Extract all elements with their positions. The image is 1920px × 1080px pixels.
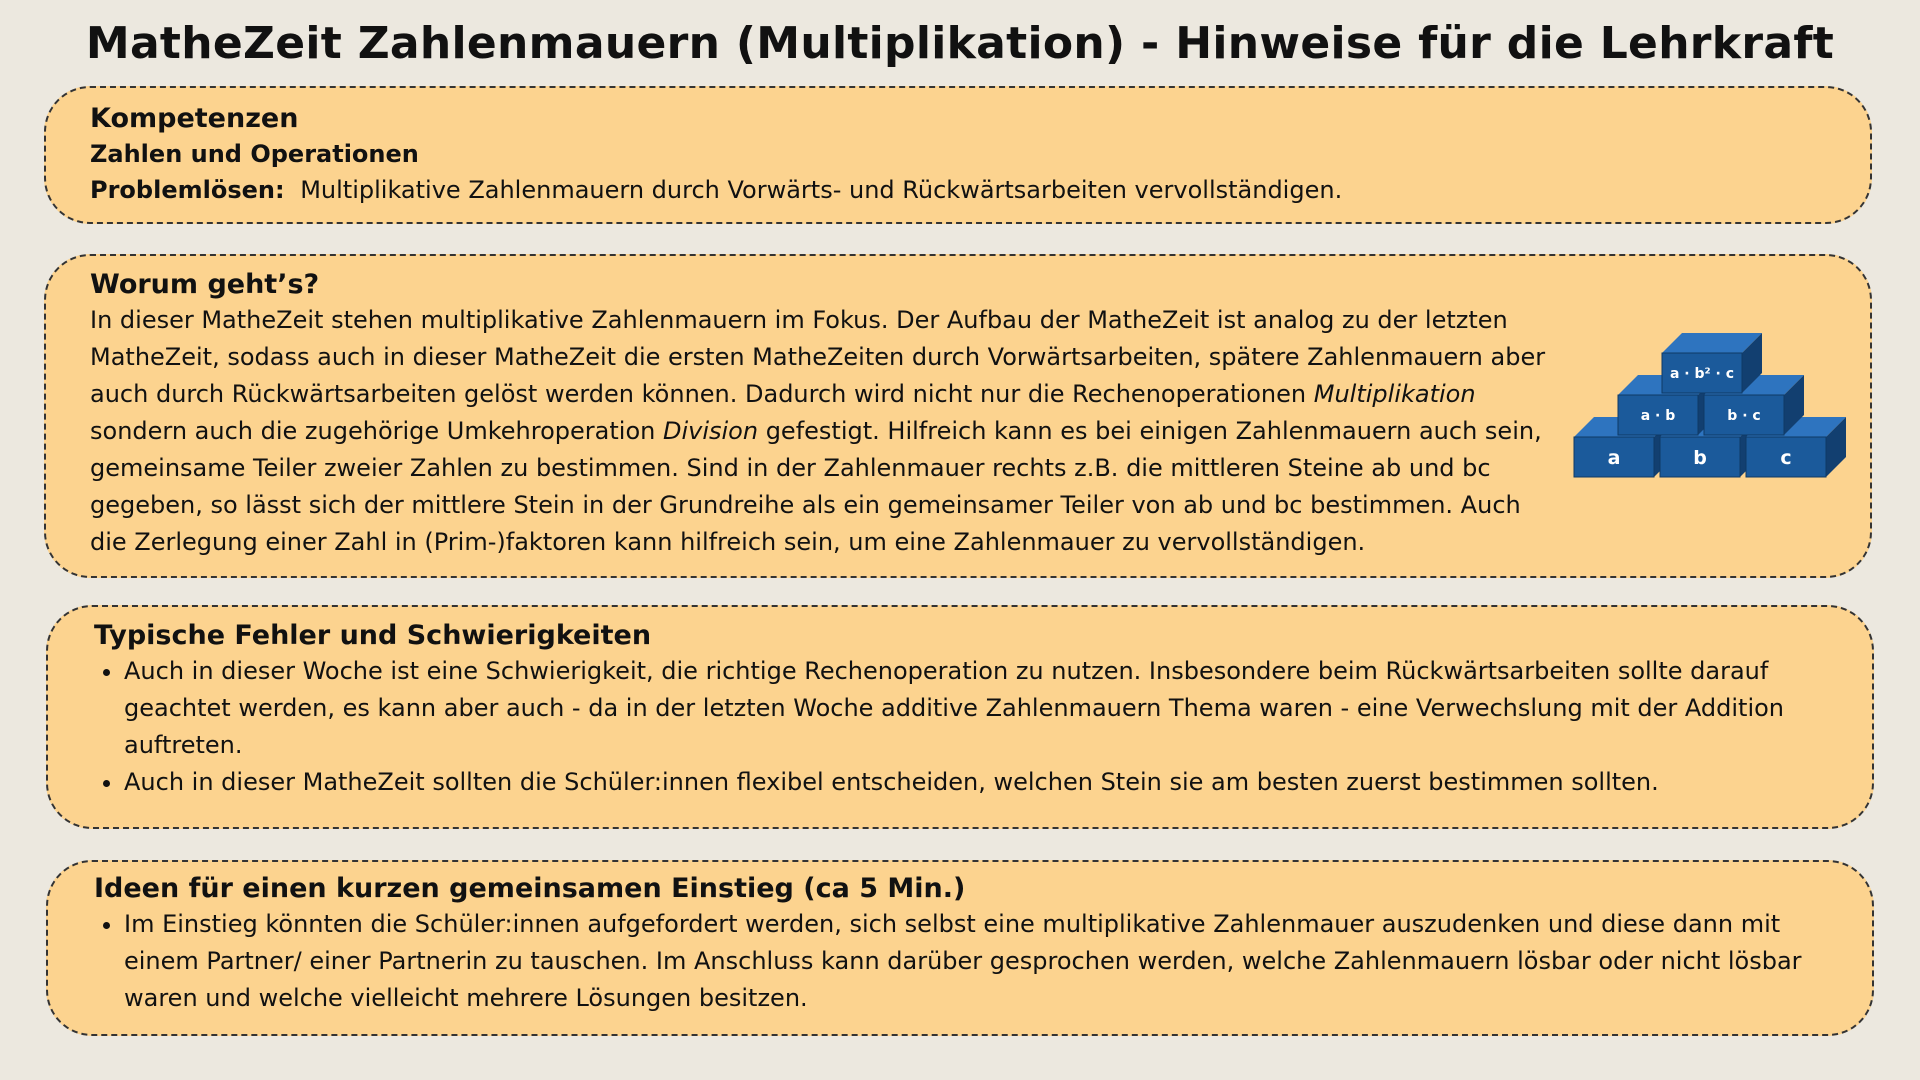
ideen-heading: Ideen für einen kurzen gemeinsamen Einstieg (ca 5 Min.) <box>94 873 966 904</box>
brick-base-a-label: a <box>1607 447 1621 469</box>
brick-base-b-label: b <box>1693 447 1707 469</box>
page-title: MatheZeit Zahlenmauern (Multiplikation) - Hinweise für die Lehrkraft <box>85 18 1835 69</box>
kompetenzen-box <box>44 86 1872 224</box>
brick-base-c-label: c <box>1780 447 1792 469</box>
zahlenmauer-illustration <box>1566 292 1856 492</box>
list-item: • Auch in dieser Woche ist eine Schwierigkeit, die richtige Rechenoperation zu nutzen. Insbesondere beim Rückwärtsarbeiten sollte darauf geachtet werden, es kann aber auch - da in der letzten Woche additive Zahlenmauern Thema waren - eine Verwechslung mit der Addition auftreten. <box>124 653 1832 764</box>
list-item: • Auch in dieser MatheZeit sollten die Schüler:innen flexibel entscheiden, welchen Stein sie am besten zuerst bestimmen sollten. <box>124 764 1832 801</box>
ideen-box <box>46 860 1874 1036</box>
worum-text-division: Division <box>662 417 759 445</box>
fehler-box <box>46 605 1874 829</box>
kompetenzen-heading: Kompetenzen <box>90 103 299 134</box>
problemloesen-text: Multiplikative Zahlenmauern durch Vorwärts- und Rückwärtsarbeiten vervollständigen. <box>300 176 1343 204</box>
kompetenzen-area: Zahlen und Operationen <box>90 140 419 168</box>
brick-mid-left-label: a · b <box>1640 408 1676 424</box>
fehler-list <box>94 653 1832 801</box>
brick-top-label: a · b² · c <box>1669 366 1735 382</box>
worum-text-part3: gefestigt. Hilfreich kann es bei einigen Zahlenmauern auch sein, gemeinsame Teiler zweier Zahlen zu bestimmen. Sind in der Zahlenmauer rechts z.B. die mittleren Steine ab und bc gegeben, so lässt sich der mittlere Stein in der Grundreihe als ein gemeinsamer Teiler von ab und bc bestimmen. Auch die Zerlegung einer Zahl in (Prim-)faktoren kann hilfreich sein, um eine Zahlenmauer zu vervollständigen. <box>90 417 1542 556</box>
problemloesen-line <box>90 172 1870 209</box>
brick-mid-right-label: b · c <box>1727 408 1761 424</box>
fehler-heading: Typische Fehler und Schwierigkeiten <box>94 620 652 651</box>
worum-text-part1: In dieser MatheZeit stehen multiplikative Zahlenmauern im Fokus. Der Aufbau der MatheZeit ist analog zu der letzten MatheZeit, sodass auch in dieser MatheZeit die ersten MatheZeiten durch Vorwärtsarbeiten, spätere Zahlenmauern aber auch durch Rückwärtsarbeiten gelöst werden können. Dadurch wird nicht nur die Rechenoperationen <box>90 306 1546 408</box>
worum-heading: Worum geht’s? <box>90 269 320 300</box>
worum-text-multiplikation: Multiplikation <box>1313 380 1476 408</box>
ideen-list <box>94 906 1832 1017</box>
worum-text-part2: sondern auch die zugehörige Umkehroperation <box>90 417 663 445</box>
problemloesen-label: Problemlösen: <box>90 176 285 204</box>
list-item: • Im Einstieg könnten die Schüler:innen aufgefordert werden, sich selbst eine multiplikative Zahlenmauer auszudenken und diese dann mit einem Partner/ einer Partnerin zu tauschen. Im Anschluss kann darüber gesprochen werden, welche Zahlenmauern lösbar oder nicht lösbar waren und welche vielleicht mehrere Lösungen besitzen. <box>124 906 1832 1017</box>
brick-top <box>1662 333 1762 393</box>
worum-box <box>44 254 1872 578</box>
